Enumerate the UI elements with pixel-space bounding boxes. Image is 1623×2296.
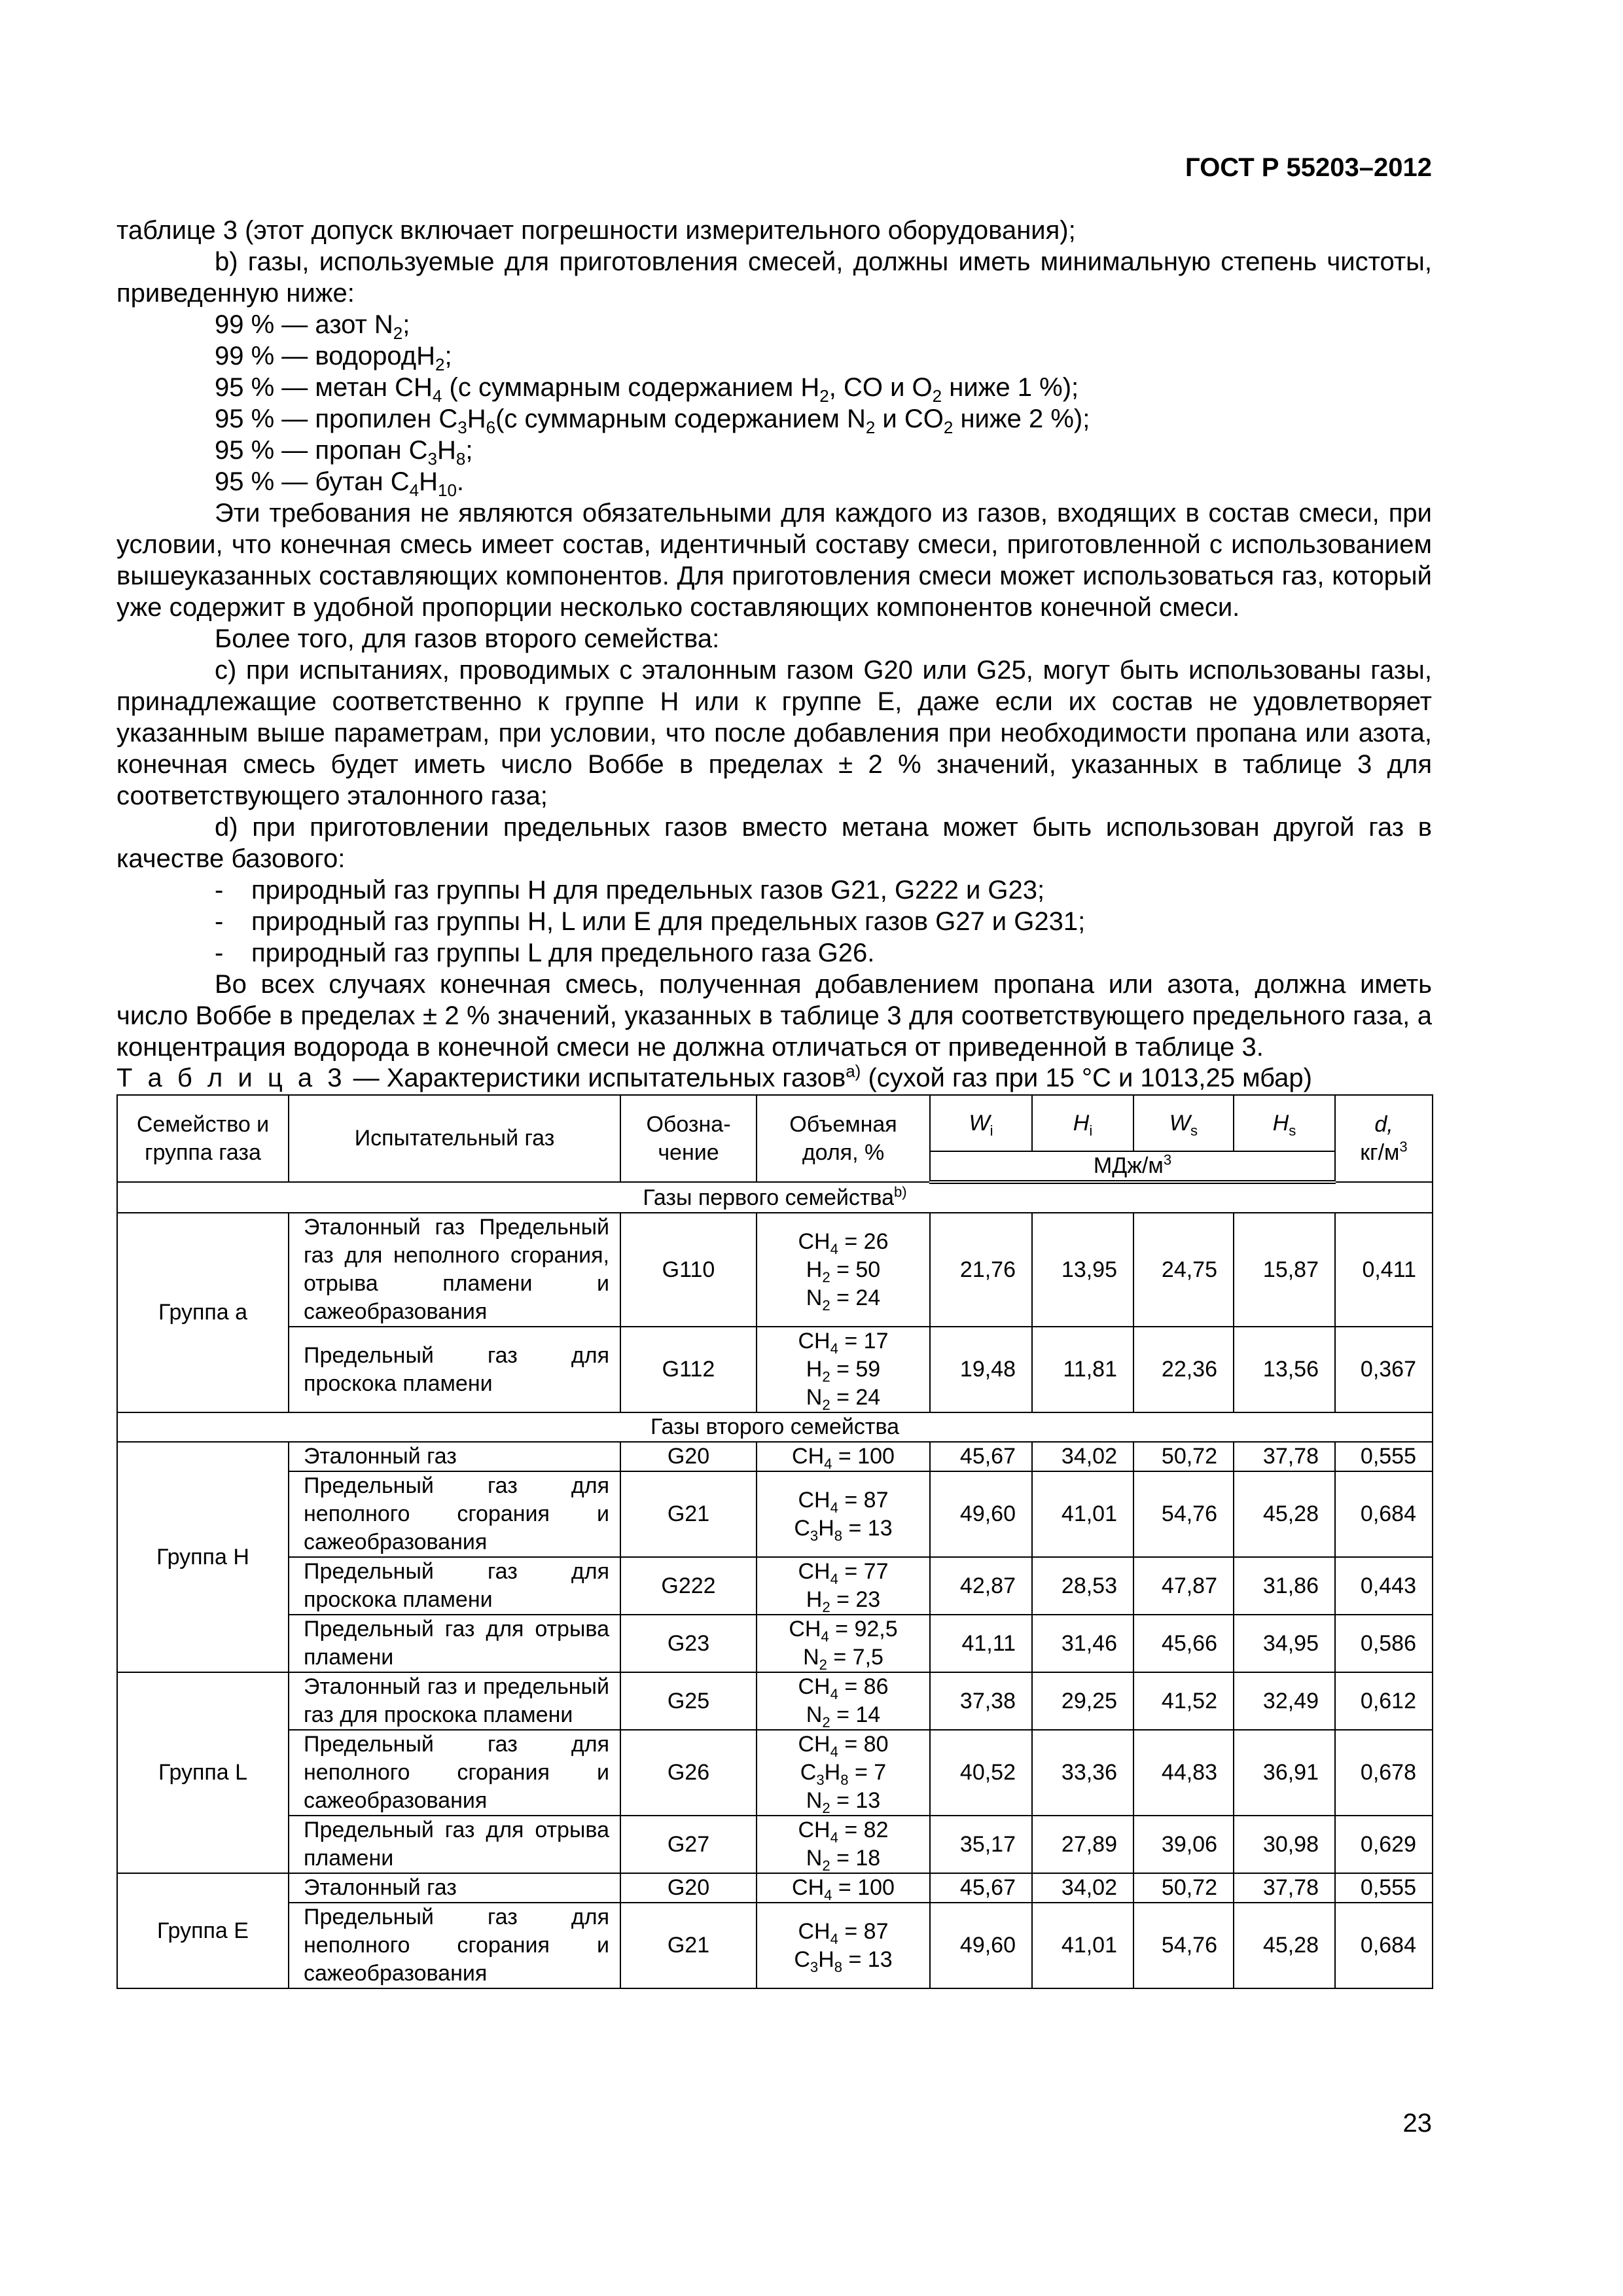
value-cell-hi: 13,95 xyxy=(1032,1213,1133,1327)
purity-item: 95 % — бутан $C_4H_{10}$. xyxy=(215,467,465,500)
gas-name-cell: Предельный газ для неполного сгорания и сажеобразования xyxy=(289,1471,620,1557)
value-cell-d: 0,555 xyxy=(1335,1873,1433,1903)
value-cell-hi: 28,53 xyxy=(1032,1557,1133,1615)
composition-line: $N_2 = 18$ xyxy=(806,1846,881,1874)
value-cell-hs: 13,56 xyxy=(1234,1327,1335,1412)
composition-line: $CH_4 = 80$ xyxy=(798,1732,889,1760)
value-cell-wi: 37,38 xyxy=(930,1672,1032,1730)
value-cell-ws: 50,72 xyxy=(1133,1442,1234,1471)
composition-cell xyxy=(757,1557,930,1615)
composition-line: $CH_4 = 82$ xyxy=(798,1818,889,1846)
value-cell-hs: 15,87 xyxy=(1234,1213,1335,1327)
value-cell-hs: 37,78 xyxy=(1234,1442,1335,1471)
value-cell-wi: 35,17 xyxy=(930,1816,1032,1873)
composition-cell xyxy=(757,1903,930,1988)
value-cell-wi: 49,60 xyxy=(930,1903,1032,1988)
gas-name-cell: Эталонный газ и предельный газ для проскока пламени xyxy=(289,1672,620,1730)
composition-cell xyxy=(757,1442,930,1471)
gas-name-cell: Эталонный газ xyxy=(289,1442,620,1471)
group-cell: Группа H xyxy=(117,1442,289,1672)
purity-item: 95 % — пропилен $C_3H_6(с$ суммарным содержанием $N_2$ и $CO_2$ ниже 2 %); xyxy=(215,404,1090,437)
value-cell-d: 0,684 xyxy=(1335,1903,1433,1988)
designation-cell: G20 xyxy=(620,1442,757,1471)
document-header: ГОСТ Р 55203–2012 xyxy=(1185,153,1432,182)
group-cell: Группа а xyxy=(117,1213,289,1412)
group-cell: Группа E xyxy=(117,1873,289,1988)
purity-item: 95 % — метан $CH_4$ (с суммарным содержанием $H_2$, CO и $O_2$ ниже 1 %); xyxy=(215,373,1079,406)
composition-line: $H_2 = 50$ xyxy=(806,1257,881,1285)
table-row xyxy=(117,1615,1433,1672)
designation-cell: G26 xyxy=(620,1730,757,1816)
gas-name-cell: Предельный газ для неполного сгорания и сажеобразования xyxy=(289,1903,620,1988)
value-cell-wi: 45,67 xyxy=(930,1442,1032,1471)
designation-cell: G21 xyxy=(620,1471,757,1557)
table-row xyxy=(117,1557,1433,1615)
value-cell-hi: 34,02 xyxy=(1032,1442,1133,1471)
value-cell-d: 0,586 xyxy=(1335,1615,1433,1672)
paragraph: Эти требования не являются обязательными для каждого из газов, входящих в состав смеси, при условии, что конечная смесь имеет состав, идентичный составу смеси, приготовленной с использованием вышеуказанных составляющих компонентов. Для приготовления смеси может использоваться газ, который уже содержит в удобной пропорции несколько составляющих компонентов конечной смеси. xyxy=(116,499,1432,622)
value-cell-hs: 45,28 xyxy=(1234,1471,1335,1557)
value-cell-d: 0,684 xyxy=(1335,1471,1433,1557)
header-ws: $W_s$ xyxy=(1133,1095,1234,1151)
value-cell-hi: 33,36 xyxy=(1032,1730,1133,1816)
value-cell-hs: 36,91 xyxy=(1234,1730,1335,1816)
composition-line: $CH_4 = 92,5$ xyxy=(789,1617,898,1645)
value-cell-hs: 45,28 xyxy=(1234,1903,1335,1988)
designation-cell: G110 xyxy=(620,1213,757,1327)
composition-line: $CH_4 = 77$ xyxy=(798,1559,889,1587)
page-number: 23 xyxy=(1402,2109,1432,2138)
composition-line: $C_3H_8 = 13$ xyxy=(794,1946,893,1975)
composition-cell xyxy=(757,1730,930,1816)
value-cell-ws: 39,06 xyxy=(1133,1816,1234,1873)
composition-line: $N_2 = 24$ xyxy=(806,1385,881,1413)
value-cell-hs: 31,86 xyxy=(1234,1557,1335,1615)
value-cell-hi: 29,25 xyxy=(1032,1672,1133,1730)
value-cell-ws: 50,72 xyxy=(1133,1873,1234,1903)
designation-cell: G112 xyxy=(620,1327,757,1412)
header-unit: МДж/$м^3$ xyxy=(930,1151,1335,1182)
designation-cell: G25 xyxy=(620,1672,757,1730)
value-cell-wi: 19,48 xyxy=(930,1327,1032,1412)
value-cell-d: 0,367 xyxy=(1335,1327,1433,1412)
value-cell-hi: 27,89 xyxy=(1032,1816,1133,1873)
header-density: d, $кг/м^3$ xyxy=(1335,1095,1433,1182)
value-cell-d: 0,629 xyxy=(1335,1816,1433,1873)
composition-line: $CH_4 = 87$ xyxy=(798,1487,889,1516)
paragraph: Во всех случаях конечная смесь, полученная добавлением пропана или азота, должна иметь число Воббе в пределах ± 2 % значений, указанных в таблице 3 для соответствующего предельного газа, а концентрация водорода в конечной смеси не должна отличаться от приведенной в таблице 3. xyxy=(116,970,1432,1062)
section-header: Газы первого семейства$^{b)}$ xyxy=(117,1182,1433,1213)
table-row xyxy=(117,1213,1433,1327)
value-cell-d: 0,612 xyxy=(1335,1672,1433,1730)
composition-line: $CH_4 = 86$ xyxy=(798,1674,889,1702)
composition-cell xyxy=(757,1213,930,1327)
header-wi: $W_i$ xyxy=(930,1095,1032,1151)
designation-cell: G222 xyxy=(620,1557,757,1615)
header-hs: $H_s$ xyxy=(1234,1095,1335,1151)
header-designation: Обозна-чение xyxy=(620,1095,757,1182)
value-cell-wi: 21,76 xyxy=(930,1213,1032,1327)
value-cell-d: 0,555 xyxy=(1335,1442,1433,1471)
table-row xyxy=(117,1903,1433,1988)
value-cell-wi: 40,52 xyxy=(930,1730,1032,1816)
gas-characteristics-table xyxy=(116,1094,1433,1989)
designation-cell: G20 xyxy=(620,1873,757,1903)
composition-cell xyxy=(757,1816,930,1873)
composition-line: $CH_4 = 87$ xyxy=(798,1918,889,1947)
composition-line: $CH_4 = 17$ xyxy=(798,1329,889,1357)
dash-item: - природный газ группы L для предельного газа G26. xyxy=(215,939,875,967)
gas-name-cell: Предельный газ для неполного сгорания и сажеобразования xyxy=(289,1730,620,1816)
composition-line: $H_2 = 59$ xyxy=(806,1357,881,1385)
section-header: Газы второго семейства xyxy=(117,1412,1433,1442)
composition-line: $CH_4 = 26$ xyxy=(798,1229,889,1257)
value-cell-wi: 49,60 xyxy=(930,1471,1032,1557)
table-row xyxy=(117,1442,1433,1471)
purity-item: 95 % — пропан $C_3H_8$; xyxy=(215,436,473,469)
gas-name-cell: Предельный газ для проскока пламени xyxy=(289,1557,620,1615)
value-cell-hi: 41,01 xyxy=(1032,1471,1133,1557)
composition-line: $N_2 = 14$ xyxy=(806,1702,881,1731)
table-row xyxy=(117,1672,1433,1730)
table-row xyxy=(117,1327,1433,1412)
value-cell-hs: 37,78 xyxy=(1234,1873,1335,1903)
gas-name-cell: Предельный газ для проскока пламени xyxy=(289,1327,620,1412)
value-cell-d: 0,678 xyxy=(1335,1730,1433,1816)
header-hi: $H_i$ xyxy=(1032,1095,1133,1151)
composition-line: $N_2 = 13$ xyxy=(806,1788,881,1816)
composition-line: $H_2 = 23$ xyxy=(806,1587,881,1615)
value-cell-d: 0,443 xyxy=(1335,1557,1433,1615)
composition-line: $CH_4 = 100$ xyxy=(792,1444,895,1472)
paragraph: таблице 3 (этот допуск включает погрешности измерительного оборудования); xyxy=(116,216,1076,245)
table-row xyxy=(117,1816,1433,1873)
table-row xyxy=(117,1730,1433,1816)
value-cell-ws: 54,76 xyxy=(1133,1471,1234,1557)
paragraph: c) при испытаниях, проводимых с эталонным газом G20 или G25, могут быть использованы газы, принадлежащие соответственно к группе H или к группе E, даже если их состав не удовлетворяет указанным выше параметрам, при условии, что после добавления при необходимости пропана или азота, конечная смесь будет иметь число Воббе в пределах ± 2 % значений, указанных в таблице 3 для соответствующего эталонного газа; xyxy=(116,656,1432,810)
designation-cell: G21 xyxy=(620,1903,757,1988)
value-cell-hi: 34,02 xyxy=(1032,1873,1133,1903)
header-family: Семейство и группа газа xyxy=(117,1095,289,1182)
header-gas: Испытательный газ xyxy=(289,1095,620,1182)
value-cell-ws: 45,66 xyxy=(1133,1615,1234,1672)
paragraph: b) газы, используемые для приготовления смесей, должны иметь минимальную степень чистоты, приведенную ниже: xyxy=(116,247,1432,308)
group-cell: Группа L xyxy=(117,1672,289,1873)
paragraph: d) при приготовлении предельных газов вместо метана может быть использован другой газ в качестве базового: xyxy=(116,813,1432,873)
purity-item: 99 % — азот $N_2$; xyxy=(215,310,410,343)
composition-line: $C_3H_8 = 7$ xyxy=(800,1760,887,1788)
value-cell-wi: 42,87 xyxy=(930,1557,1032,1615)
purity-item: 99 % — водородH$_2$; xyxy=(215,342,452,374)
table-row xyxy=(117,1873,1433,1903)
composition-cell xyxy=(757,1672,930,1730)
value-cell-hi: 41,01 xyxy=(1032,1903,1133,1988)
gas-name-cell: Эталонный газ xyxy=(289,1873,620,1903)
table-caption: Т а б л и ц а 3 — Характеристики испытательных газов$^{a)}$ (сухой газ при 15 °С и 1013,25 мбар) xyxy=(116,1061,1312,1092)
paragraph: Более того, для газов второго семейства: xyxy=(215,624,720,653)
dash-item: - природный газ группы H, L или E для предельных газов G27 и G231; xyxy=(215,907,1086,936)
header-volume: Объемная доля, % xyxy=(757,1095,930,1182)
dash-item: - природный газ группы H для предельных газов G21, G222 и G23; xyxy=(215,876,1045,905)
value-cell-hs: 30,98 xyxy=(1234,1816,1335,1873)
gas-name-cell: Предельный газ для отрыва пламени xyxy=(289,1615,620,1672)
composition-line: $N_2 = 24$ xyxy=(806,1285,881,1314)
value-cell-ws: 41,52 xyxy=(1133,1672,1234,1730)
designation-cell: G27 xyxy=(620,1816,757,1873)
gas-name-cell: Эталонный газ Предельный газ для неполного сгорания, отрыва пламени и сажеобразования xyxy=(289,1213,620,1327)
value-cell-ws: 24,75 xyxy=(1133,1213,1234,1327)
value-cell-hi: 31,46 xyxy=(1032,1615,1133,1672)
value-cell-wi: 45,67 xyxy=(930,1873,1032,1903)
value-cell-hs: 34,95 xyxy=(1234,1615,1335,1672)
designation-cell: G23 xyxy=(620,1615,757,1672)
value-cell-ws: 47,87 xyxy=(1133,1557,1234,1615)
value-cell-hs: 32,49 xyxy=(1234,1672,1335,1730)
composition-cell xyxy=(757,1327,930,1412)
value-cell-ws: 44,83 xyxy=(1133,1730,1234,1816)
table-row xyxy=(117,1471,1433,1557)
document-body xyxy=(116,215,1432,1989)
value-cell-ws: 54,76 xyxy=(1133,1903,1234,1988)
composition-cell xyxy=(757,1471,930,1557)
value-cell-ws: 22,36 xyxy=(1133,1327,1234,1412)
composition-cell xyxy=(757,1615,930,1672)
composition-line: $C_3H_8 = 13$ xyxy=(794,1515,893,1544)
value-cell-wi: 41,11 xyxy=(930,1615,1032,1672)
composition-cell xyxy=(757,1873,930,1903)
value-cell-d: 0,411 xyxy=(1335,1213,1433,1327)
gas-name-cell: Предельный газ для отрыва пламени xyxy=(289,1816,620,1873)
value-cell-hi: 11,81 xyxy=(1032,1327,1133,1412)
composition-line: $N_2 = 7,5$ xyxy=(803,1645,883,1673)
composition-line: $CH_4 = 100$ xyxy=(792,1875,895,1903)
